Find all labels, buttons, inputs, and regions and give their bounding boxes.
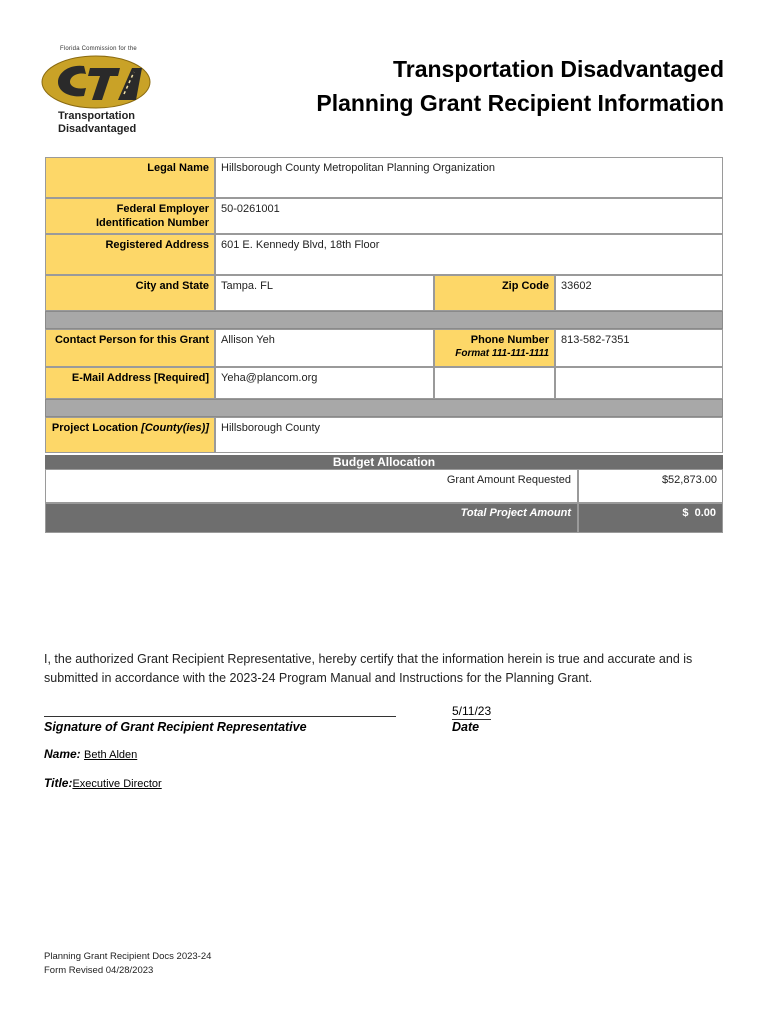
legal-name-label: Legal Name — [45, 157, 215, 198]
legal-name-field[interactable]: Hillsborough County Metropolitan Planning Organization — [215, 157, 723, 198]
fein-label: Federal Employer Identification Number — [45, 198, 215, 234]
email-field[interactable]: Yeha@plancom.org — [215, 367, 434, 399]
certification-statement: I, the authorized Grant Recipient Representative, hereby certify that the information herein is true and accurate and is submitted in accordance with the 2023-24 Program Manual and Instructions for the Planning Grant. — [44, 652, 693, 685]
signature-line[interactable] — [44, 706, 396, 717]
contact-person-label: Contact Person for this Grant — [45, 329, 215, 367]
date-label: Date — [452, 720, 480, 734]
phone-label-text: Phone Number — [470, 334, 549, 346]
project-location-field[interactable]: Hillsborough County — [215, 417, 723, 453]
ctd-logo-mark — [40, 54, 152, 110]
contact-person-field[interactable]: Allison Yeh — [215, 329, 434, 367]
title-line-1: Transportation Disadvantaged — [392, 56, 724, 82]
address-label: Registered Address — [45, 234, 215, 275]
title-field[interactable]: Executive Director — [72, 778, 162, 790]
section-divider — [45, 399, 723, 417]
title-row — [44, 776, 162, 790]
total-project-amount-label: Total Project Amount — [45, 503, 578, 533]
city-state-label: City and State — [45, 275, 215, 311]
title-label: Title: — [44, 776, 73, 790]
name-field[interactable]: Beth Alden — [84, 749, 138, 761]
signature-label: Signature of Grant Recipient Representative — [44, 720, 307, 734]
name-label: Name: — [44, 747, 81, 761]
email-label: E-Mail Address [Required] — [45, 367, 215, 399]
total-project-amount-value: $ 0.00 — [578, 503, 723, 533]
section-divider — [45, 311, 723, 329]
empty-cell — [434, 367, 555, 399]
grant-amount-label: Grant Amount Requested — [45, 469, 578, 503]
project-location-label: Project Location [County(ies)] — [45, 417, 215, 453]
page-footer — [44, 950, 211, 978]
title-line-2: Planning Grant Recipient Information — [316, 90, 724, 116]
budget-allocation-header: Budget Allocation — [45, 455, 723, 469]
city-state-field[interactable]: Tampa. FL — [215, 275, 434, 311]
address-field[interactable]: 601 E. Kennedy Blvd, 18th Floor — [215, 234, 723, 275]
footer-doc-name: Planning Grant Recipient Docs 2023-24 — [44, 951, 212, 962]
fein-field[interactable]: 50-0261001 — [215, 198, 723, 234]
phone-number-label — [434, 329, 555, 367]
phone-format-hint: Format 111-111-1111 — [455, 348, 549, 359]
grant-amount-field[interactable]: $52,873.00 — [578, 469, 723, 503]
empty-cell — [555, 367, 723, 399]
phone-number-field[interactable]: 813-582-7351 — [555, 329, 723, 367]
zip-code-field[interactable]: 33602 — [555, 275, 723, 311]
date-field[interactable]: 5/11/23 — [452, 704, 492, 718]
page-title — [316, 52, 724, 120]
logo-tagline: Florida Commission for the — [60, 46, 137, 52]
footer-revision: Form Revised 04/28/2023 — [44, 965, 154, 976]
zip-code-label: Zip Code — [434, 275, 555, 311]
ctd-logo — [40, 40, 160, 140]
name-row — [44, 747, 137, 761]
logo-org-name: Transportation Disadvantaged — [58, 110, 137, 135]
